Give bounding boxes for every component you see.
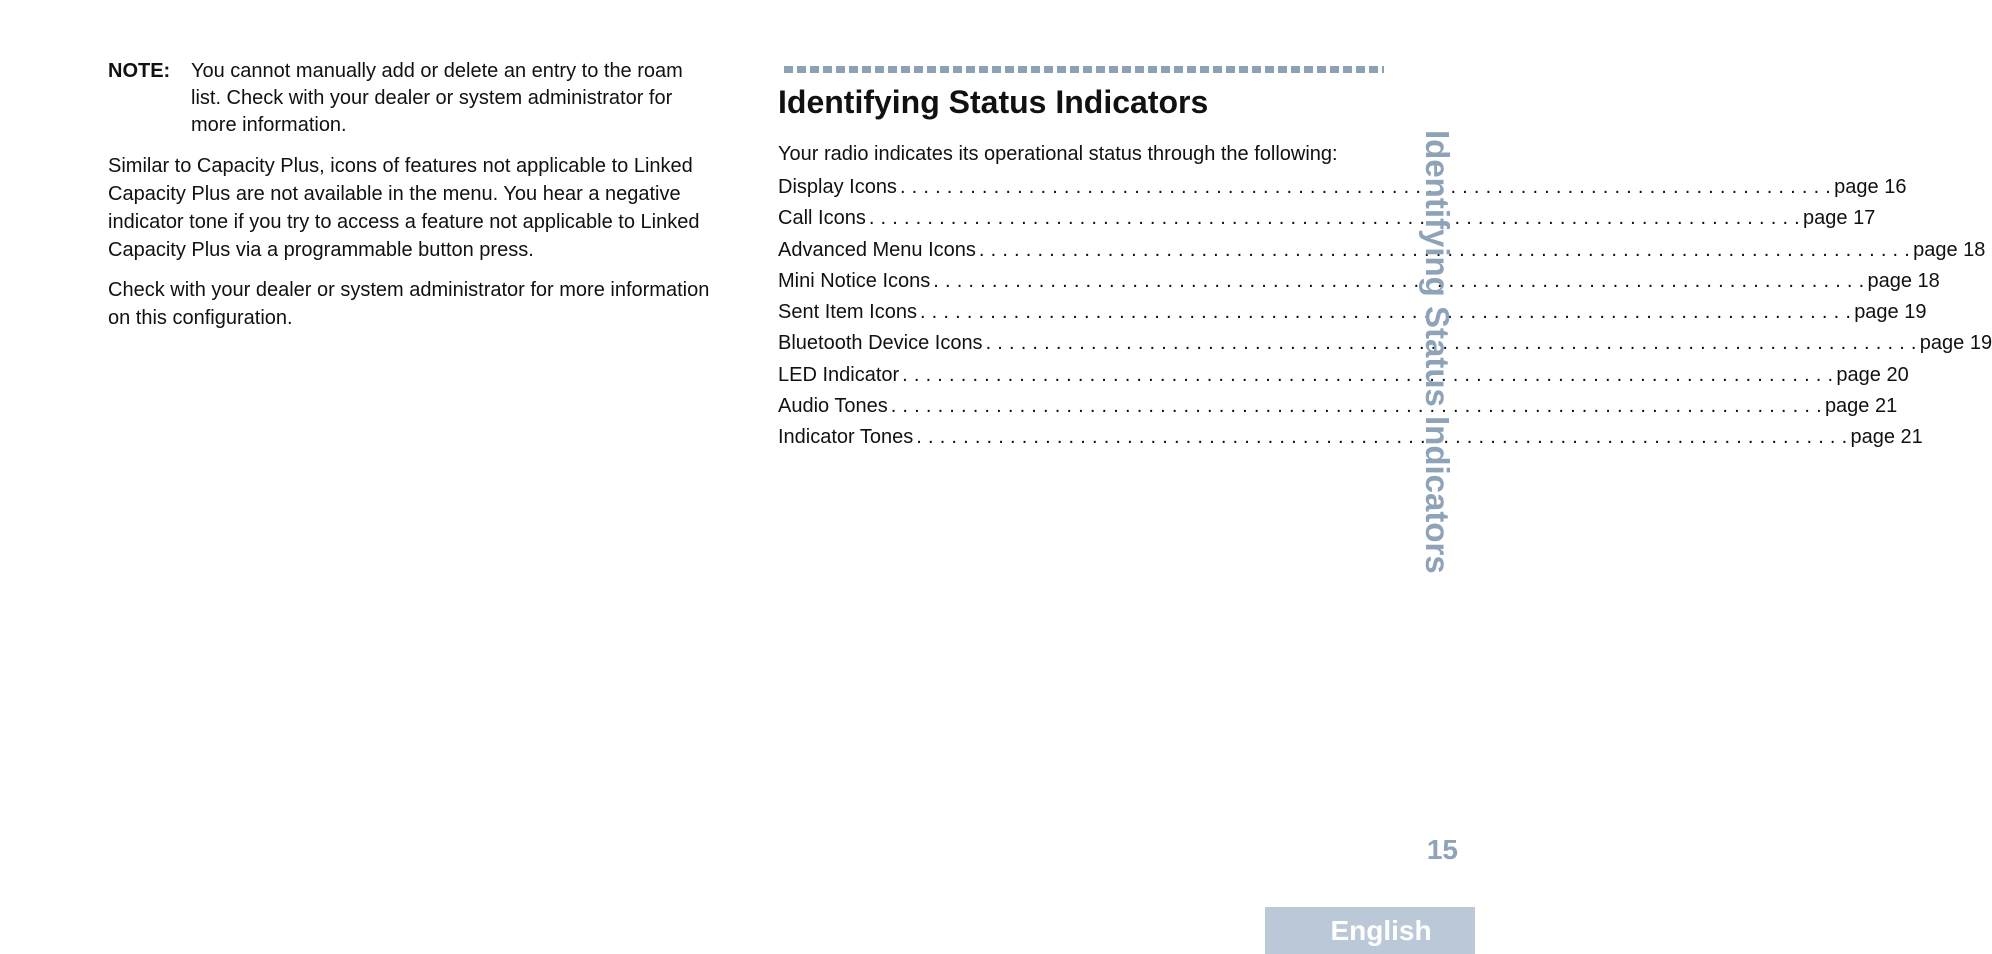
toc-entry[interactable]: [778, 394, 1898, 425]
toc-entry-page: page 16: [1834, 176, 1907, 198]
toc-leader-dots: . . . . . . . . . . . . . . . . . . . . . . . . . . . . . . . . . . . . . . . . . . . . . . . . . . . . . . . . . . . . . . . . . . . . . . . . . . . . . . . .: [933, 269, 1865, 292]
note-label: NOTE:: [108, 60, 171, 82]
toc-leader-dots: . . . . . . . . . . . . . . . . . . . . . . . . . . . . . . . . . . . . . . . . . . . . . . . . . . . . . . . . . . . . . . . . . . . . . . . . . . . . . . . .: [899, 176, 1832, 198]
toc-entry[interactable]: [778, 269, 1940, 300]
toc-entry-label: Display Icons: [778, 176, 897, 198]
toc-entry-label: Advanced Menu Icons: [778, 238, 976, 261]
toc-entry[interactable]: [778, 331, 1992, 362]
side-tab-heading-text: Identifying Status Indicators: [1419, 130, 1456, 574]
toc-entry-label: Call Icons: [778, 207, 866, 230]
left-column: [108, 58, 720, 332]
toc-entry[interactable]: [778, 363, 1909, 394]
toc-entry-label: Mini Notice Icons: [778, 269, 931, 292]
note-block: [108, 58, 720, 139]
section-intro: Your radio indicates its operational status through the following:: [778, 143, 1338, 165]
body-paragraph: Similar to Capacity Plus, icons of features not applicable to Linked Capacity Plus are not available in the menu. You hear a negative indicator tone if you try to access a feature not applicable to Linked Capacity Plus via a programmable button press.: [108, 155, 700, 261]
toc-entry-label: LED Indicator: [778, 363, 900, 386]
toc-entry-page: page 18: [1867, 269, 1940, 292]
toc-entry[interactable]: [778, 206, 1876, 237]
toc-leader-dots: . . . . . . . . . . . . . . . . . . . . . . . . . . . . . . . . . . . . . . . . . . . . . . . . . . . . . . . . . . . . . . . . . . . . . . . . . . . . . . . .: [919, 301, 1852, 324]
toc-entry-page: page 21: [1824, 395, 1898, 418]
toc-entry-page: page 21: [1850, 426, 1923, 449]
body-paragraph: Check with your dealer or system administrator for more information on this configuration.: [108, 279, 710, 329]
toc-leader-dots: . . . . . . . . . . . . . . . . . . . . . . . . . . . . . . . . . . . . . . . . . . . . . . . . . . . . . . . . . . . . . . . . . . . . . . . . . . . . . . . .: [916, 426, 1848, 449]
toc-entry-label: Audio Tones: [778, 395, 888, 418]
toc-entry[interactable]: [778, 425, 1923, 456]
toc-leader-dots: . . . . . . . . . . . . . . . . . . . . . . . . . . . . . . . . . . . . . . . . . . . . . . . . . . . . . . . . . . . . . . . . . . . . . . . . . . . . . . . .: [985, 332, 1917, 355]
toc-entry-page: page 19: [1919, 332, 1992, 355]
toc-entry-label: Indicator Tones: [778, 426, 914, 449]
note-text: You cannot manually add or delete an entry to the roam list. Check with your dealer or system administrator for more information.: [191, 60, 683, 136]
toc-entry-page: page 20: [1836, 363, 1909, 386]
toc-entry-page: page 17: [1803, 207, 1876, 230]
toc-entry[interactable]: [778, 175, 1907, 206]
toc-leader-dots: . . . . . . . . . . . . . . . . . . . . . . . . . . . . . . . . . . . . . . . . . . . . . . . . . . . . . . . . . . . . . . . . . . . . . . . . . . . . . . . .: [890, 395, 1822, 418]
toc-leader-dots: . . . . . . . . . . . . . . . . . . . . . . . . . . . . . . . . . . . . . . . . . . . . . . . . . . . . . . . . . . . . . . . . . . . . . . . . . . . . . . . .: [902, 363, 1834, 386]
toc-leader-dots: . . . . . . . . . . . . . . . . . . . . . . . . . . . . . . . . . . . . . . . . . . . . . . . . . . . . . . . . . . . . . . . . . . . . . . . . . . . . . . . .: [868, 207, 1801, 230]
right-column: [778, 66, 1992, 457]
toc-entry-page: page 18: [1913, 238, 1986, 261]
toc-entry-label: Sent Item Icons: [778, 301, 917, 324]
toc-entry[interactable]: [778, 300, 1927, 331]
toc-entry[interactable]: [778, 238, 1986, 269]
side-tab-heading: [1419, 130, 1455, 590]
toc-entry-label: Bluetooth Device Icons: [778, 332, 983, 355]
page-number: 15: [1426, 834, 1458, 865]
toc-entry-page: page 19: [1854, 301, 1927, 324]
language-tab: English: [1265, 907, 1475, 954]
section-title: Identifying Status Indicators: [778, 84, 1209, 120]
toc-leader-dots: . . . . . . . . . . . . . . . . . . . . . . . . . . . . . . . . . . . . . . . . . . . . . . . . . . . . . . . . . . . . . . . . . . . . . . . . . . . . . . . .: [978, 238, 1911, 261]
dashed-section-rule: [784, 66, 1384, 73]
